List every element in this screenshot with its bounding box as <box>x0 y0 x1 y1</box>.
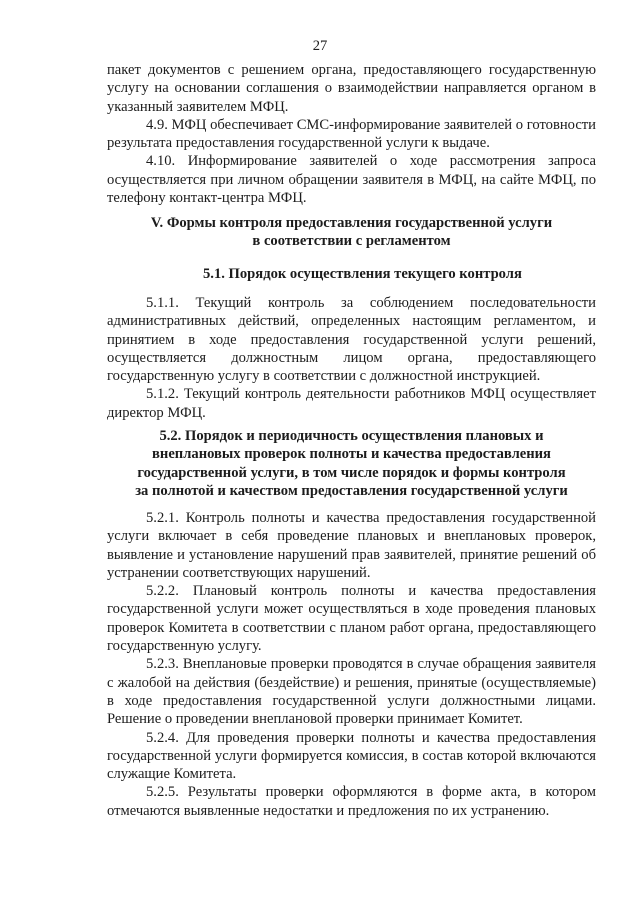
paragraph-5-2-1: 5.2.1. Контроль полноты и качества предоставления государственной услуги включает в себя проведение плановых и внеплановых проверок, выявление и установление нарушений прав заявителей, принятие решений об устранении соответствующих нарушений. <box>107 510 596 581</box>
subsection-5-2-title-line-2: внеплановых проверок полноты и качества предоставления <box>152 446 551 463</box>
subsection-5-1-heading <box>107 265 596 283</box>
paragraph-5-1-2: 5.1.2. Текущий контроль деятельности работников МФЦ осуществляет директор МФЦ. <box>107 386 596 421</box>
subsection-5-2-body <box>107 509 596 820</box>
page-number: 27 <box>312 38 328 54</box>
subsection-5-2-title-line-1: 5.2. Порядок и периодичность осуществления плановых и <box>159 428 544 444</box>
paragraph-4-10: 4.10. Информирование заявителей о ходе рассмотрения запроса осуществляется при личном обращении заявителя в МФЦ, на сайте МФЦ, по телефону контакт-центра МФЦ. <box>107 153 596 207</box>
subsection-5-1-title: 5.1. Порядок осуществления текущего контроля <box>203 266 522 282</box>
paragraph-5-2-5: 5.2.5. Результаты проверки оформляются в форме акта, в котором отмечаются выявленные недостатки и предложения по их устранению. <box>107 784 596 819</box>
subsection-5-2-title-line-4: за полнотой и качеством предоставления государственной услуги <box>135 482 568 499</box>
paragraph-continuation: пакет документов с решением органа, предоставляющего государственную услугу на основании соглашения о взаимодействии направляется органом в указанный заявителем МФЦ. <box>107 62 596 115</box>
paragraph-5-2-4: 5.2.4. Для проведения проверки полноты и качества предоставления государственной услуги формируется комиссия, в состав которой включаются служащие Комитета. <box>107 729 596 783</box>
section-5-heading <box>107 214 596 251</box>
paragraph-4-9: 4.9. МФЦ обеспечивает СМС-информирование заявителей о готовности результата предоставления государственной услуги к выдаче. <box>107 116 596 152</box>
section-5-title-line-1: V. Формы контроля предоставления государственной услуги <box>150 215 553 231</box>
intro-block <box>107 61 596 207</box>
paragraph-5-2-3: 5.2.3. Внеплановые проверки проводятся в случае обращения заявителя с жалобой на действия (бездействие) и решения, принятые (осуществляемые) в ходе предоставления государственной услуги должностными лицами. Решение о проведении внеплановой проверки принимает Комитет. <box>107 656 596 728</box>
paragraph-5-1-1: 5.1.1. Текущий контроль за соблюдением последовательности административных действий, определенных настоящим регламентом, и принятием в ходе предоставления государственной услуги решений, осуществляется должностным лицом органа, предоставляющего государственную услугу в соответствии с должностной инструкцией. <box>107 295 596 385</box>
subsection-5-1-body <box>107 294 596 422</box>
subsection-5-2-heading <box>107 427 596 500</box>
subsection-5-2-title-line-3: государственной услуги, в том числе порядок и формы контроля <box>137 464 566 481</box>
paragraph-5-2-2: 5.2.2. Плановый контроль полноты и качества предоставления государственной услуги может осуществляться в ходе проведения плановых проверок Комитета в соответствии с планом работ органа, предоставляющего государственную услугу. <box>107 583 596 655</box>
section-5-title-line-2: в соответствии с регламентом <box>252 233 451 250</box>
